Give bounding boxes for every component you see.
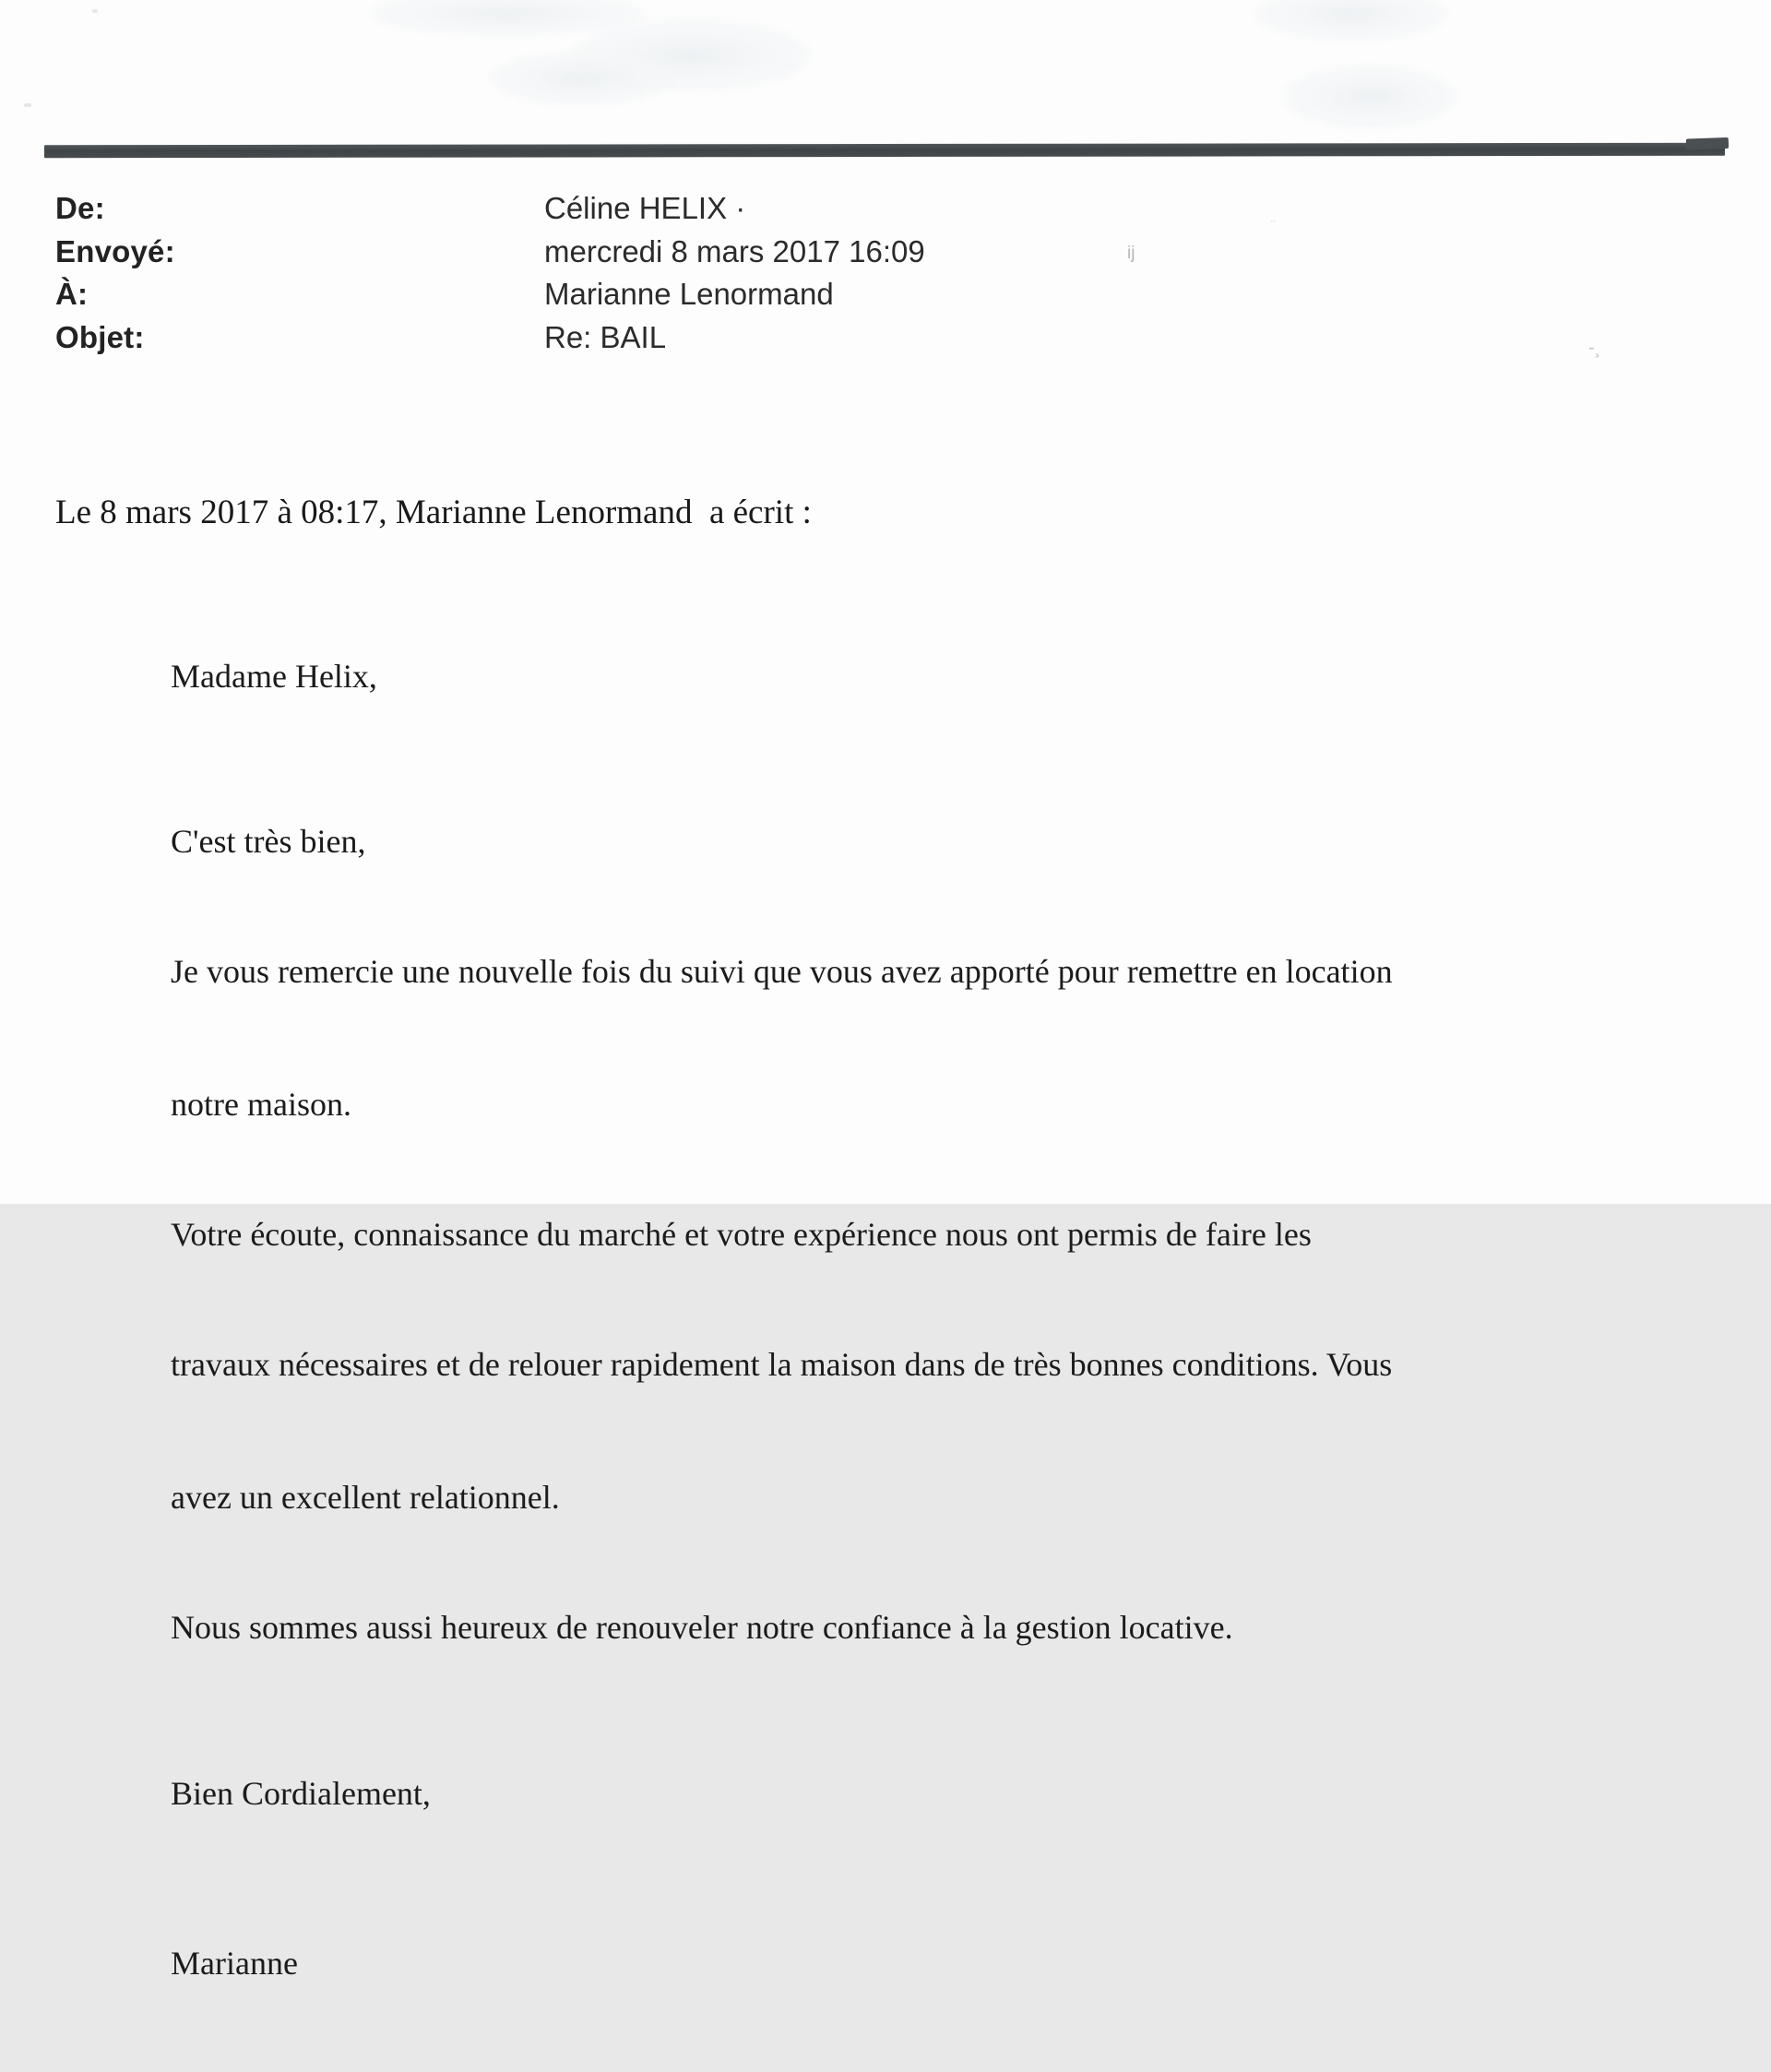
to-label: À: [55, 277, 89, 311]
body-line-signature: Marianne [171, 1945, 298, 1982]
body-line-greeting: Madame Helix, [171, 658, 377, 695]
scan-stray-mark: -¸ [1588, 338, 1601, 358]
body-line: Votre écoute, connaissance du marché et votre expérience nous ont permis de faire les [171, 1216, 1312, 1253]
scan-speck [92, 9, 98, 13]
sent-value: mercredi 8 mars 2017 16:09 [544, 233, 925, 268]
subject-value: Re: BAIL [544, 319, 667, 354]
header-row-sent [55, 231, 925, 274]
header-row-from [55, 187, 925, 231]
body-line: avez un excellent relationnel. [171, 1479, 560, 1516]
from-value: Céline HELIX · [544, 191, 746, 225]
scan-ghost-artifact [489, 51, 673, 106]
scan-ghost-artifact [1254, 0, 1448, 42]
scan-speck [24, 103, 31, 107]
scan-divider-bar [44, 143, 1725, 159]
from-label: De: [55, 191, 105, 225]
body-line: notre maison. [171, 1086, 351, 1123]
body-line-closing: Bien Cordialement, [171, 1775, 431, 1812]
scan-stray-mark: ij [1127, 244, 1135, 263]
body-line: Je vous remercie une nouvelle fois du suivi que vous avez apporté pour remettre en location [171, 953, 1393, 990]
email-body [171, 568, 1393, 2072]
header-row-subject [55, 316, 925, 360]
body-line: Nous sommes aussi heureux de renouveler notre confiance à la gestion locative. [171, 1609, 1233, 1646]
header-row-to [55, 273, 925, 316]
sent-label: Envoyé: [55, 233, 175, 268]
scan-ghost-artifact [1282, 65, 1457, 129]
subject-label: Objet: [55, 319, 145, 354]
email-header [55, 187, 925, 359]
to-value: Marianne Lenormand [544, 277, 834, 311]
body-line: C'est très bien, [171, 823, 366, 860]
body-line: travaux nécessaires et de relouer rapidement la maison dans de très bonnes conditions. Vous [171, 1346, 1393, 1383]
quote-intro-line: Le 8 mars 2017 à 08:17, Marianne Lenormand a écrit : [55, 494, 812, 531]
scan-stray-mark: ¨ [1271, 218, 1276, 232]
